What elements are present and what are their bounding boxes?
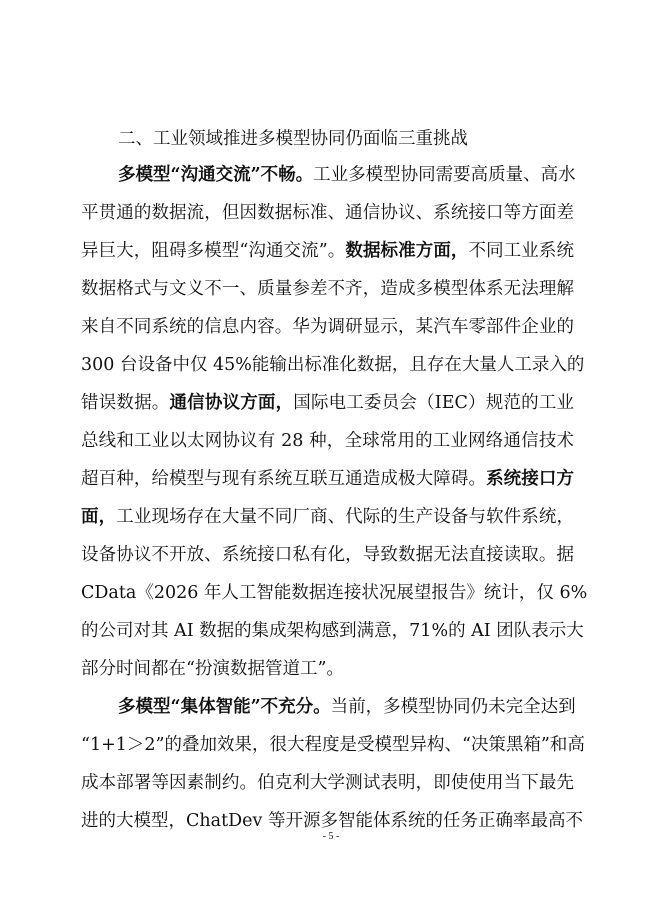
- body-line: [81, 391, 574, 415]
- text-run: 工业多模型协同需要高质量、高水: [313, 165, 576, 185]
- body-line: [81, 733, 585, 757]
- body-line: [118, 695, 574, 719]
- body-line: [81, 771, 574, 795]
- section-heading: 二、工业领域推进多模型协同仍面临三重挑战: [118, 129, 468, 149]
- body-line: [81, 467, 574, 491]
- text-run: 平贯通的数据流，但因数据标准、通信协议、系统接口等方面差: [81, 203, 574, 223]
- text-run: 国际电工委员会（IEC）规范的工业: [293, 393, 575, 413]
- body-line: [81, 619, 584, 643]
- text-run: 部分时间都在“扮演数据管道工”。: [81, 659, 344, 679]
- bold-text-run: 面，: [81, 507, 117, 527]
- text-run: 进的大模型，ChatDev 等开源多智能体系统的任务正确率最高不: [81, 811, 583, 831]
- body-line: [81, 505, 574, 529]
- body-line: [81, 353, 585, 377]
- text-run: 300 台设备中仅 45%能输出标准化数据，且存在大量人工录入的: [81, 355, 585, 375]
- body-line: [81, 657, 574, 681]
- body-line: [118, 163, 574, 187]
- page-number: - 5 -: [322, 831, 340, 842]
- body-line: [81, 429, 574, 453]
- text-run: 不同工业系统: [468, 241, 574, 261]
- text-run: 成本部署等因素制约。伯克利大学测试表明，即使使用当下最先: [81, 773, 574, 793]
- bold-text-run: 系统接口方: [486, 469, 575, 489]
- text-run: “1+1＞2”的叠加效果，很大程度是受模型异构、“决策黑箱”和高: [81, 735, 585, 755]
- text-run: 异巨大，阻碍多模型“沟通交流”。: [81, 241, 346, 261]
- bold-text-run: 多模型“沟通交流”不畅。: [118, 165, 314, 185]
- text-run: 数据格式与文义不一、质量参差不齐，造成多模型体系无法理解: [81, 279, 574, 299]
- text-run: 总线和工业以太网协议有 28 种，全球常用的工业网络通信技术: [81, 431, 574, 451]
- text-run: 来自不同系统的信息内容。华为调研显示，某汽车零部件企业的: [81, 317, 574, 337]
- body-line: [81, 239, 574, 263]
- body-line: [81, 315, 574, 339]
- text-run: 的公司对其 AI 数据的集成架构感到满意，71%的 AI 团队表示大: [81, 621, 584, 641]
- body-line: [81, 581, 588, 605]
- text-run: 错误数据。: [81, 393, 170, 413]
- bold-text-run: 数据标准方面，: [345, 241, 469, 261]
- text-run: CData《2026 年人工智能数据连接状况展望报告》统计，仅 6%: [81, 583, 588, 603]
- body-line: [81, 201, 574, 225]
- body-line: [81, 277, 574, 301]
- text-run: 超百种，给模型与现有系统互联互通造成极大障碍。: [81, 469, 487, 489]
- text-run: 设备协议不开放、系统接口私有化，导致数据无法直接读取。据: [81, 545, 574, 565]
- text-run: 工业现场存在大量不同厂商、代际的生产设备与软件系统，: [116, 507, 575, 527]
- bold-text-run: 多模型“集体智能”不充分。: [118, 697, 331, 717]
- body-line: [81, 543, 574, 567]
- bold-text-run: 通信协议方面，: [169, 393, 294, 413]
- text-run: 当前，多模型协同仍未完全达到: [330, 697, 576, 717]
